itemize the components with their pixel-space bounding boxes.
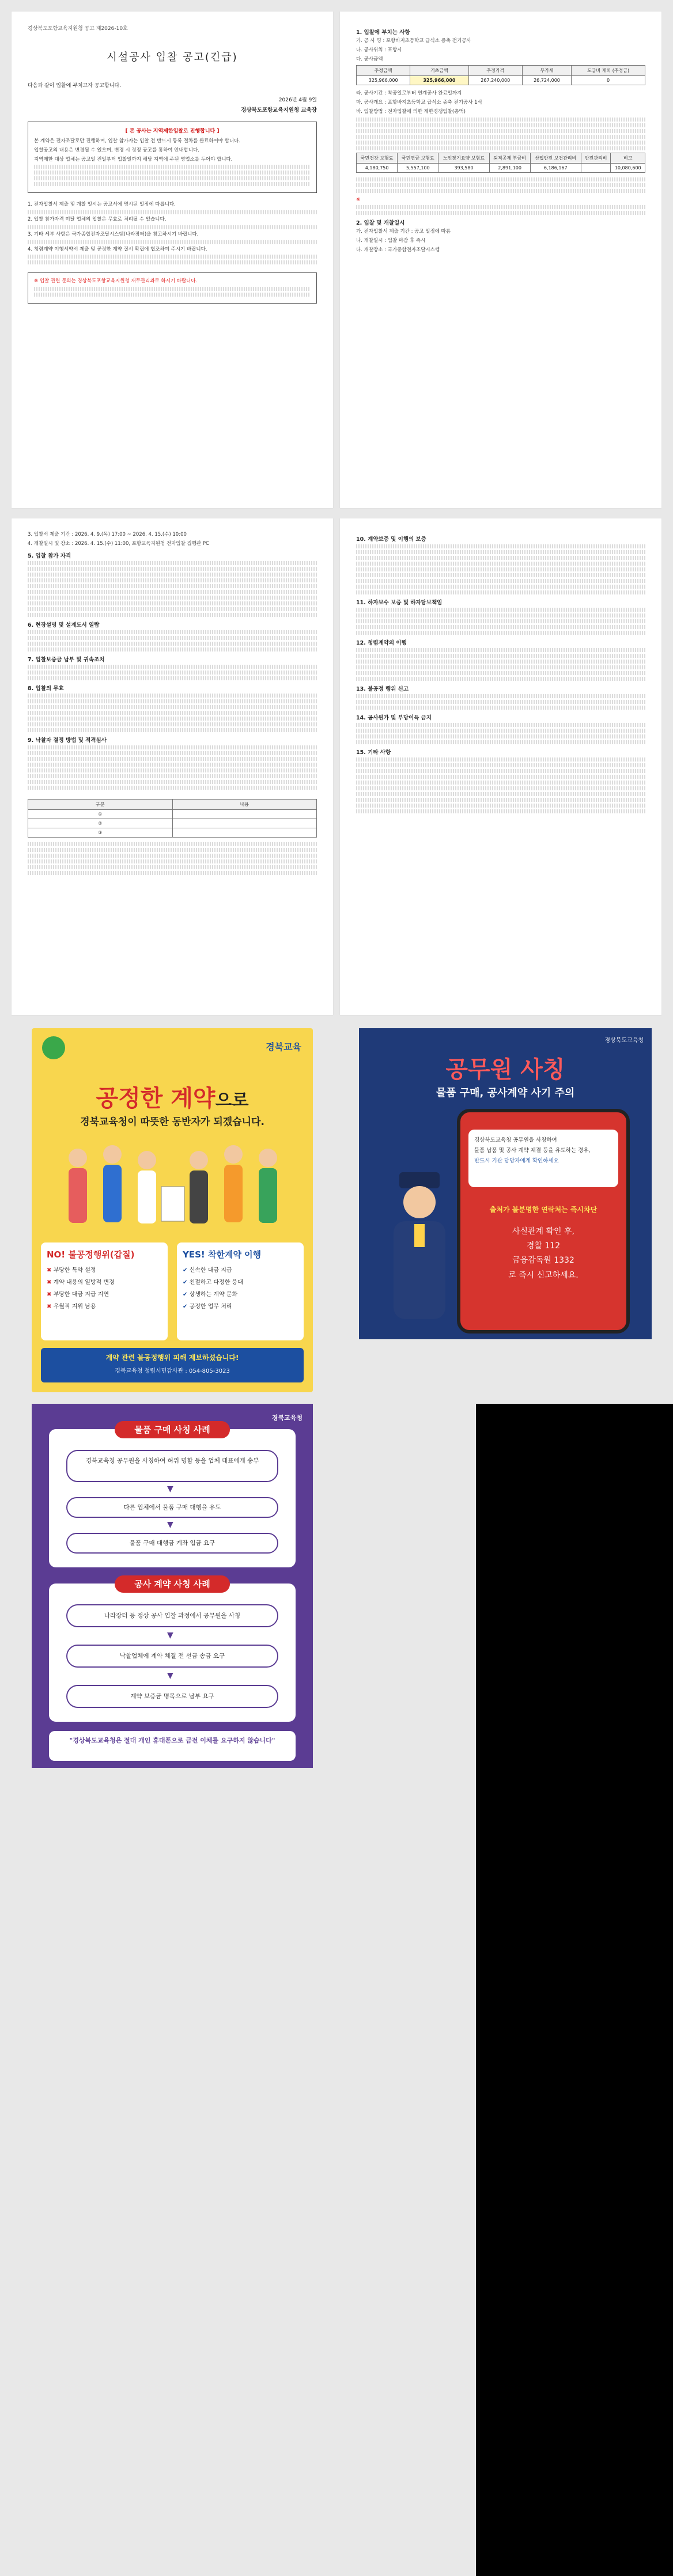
yes-panel [177, 1242, 304, 1340]
no-title: NO! 불공정행위(갑질) [47, 1249, 135, 1260]
box-line: 입찰공고의 내용은 변경될 수 있으며, 변경 시 정정 공고를 통하여 안내합니다. [34, 147, 199, 153]
cost-header: 부가세 [522, 66, 571, 76]
check-icon: ✔ [183, 1279, 190, 1286]
case-panel-2 [49, 1579, 296, 1722]
notice-number: 경상북도포항교육지원청 공고 제2026-10호 [28, 26, 128, 32]
impersonation-cases-poster [32, 1404, 313, 1768]
yes-item: 신속한 대금 지급 [189, 1267, 232, 1274]
ins-header: 노인장기요양 보험료 [438, 153, 489, 163]
contact-text: 경북교육청 청렴시민감사관 : 054-805-3023 [115, 1368, 230, 1374]
no-item: 부당한 대금 지급 지연 [53, 1291, 109, 1298]
footer-quote: "경상북도교육청은 절대 개인 휴대폰으로 금전 이체를 요구하지 않습니다" [49, 1731, 296, 1761]
case-item: 물품 구매 대행금 계좌 입금 요구 [66, 1533, 278, 1554]
body-line: 3. 기타 세부 사항은 국가종합전자조달시스템(나라장터)을 참고하시기 바랍니다. [28, 231, 199, 237]
document-page-1 [12, 12, 333, 508]
arrow-down-icon: ▼ [167, 1484, 173, 1494]
cost-cell: 325,966,000 [357, 76, 410, 85]
no-item: 우월적 지위 남용 [53, 1304, 96, 1310]
page-title: 시설공사 입찰 공고(긴급) [107, 51, 238, 63]
document-page-4 [340, 518, 661, 1015]
fair-contract-poster [32, 1028, 313, 1392]
ins-cell: 6,186,167 [530, 163, 581, 172]
clause-heading: 5. 입찰 참가 자격 [28, 552, 71, 559]
clause-heading: 6. 현장설명 및 설계도서 열람 [28, 622, 100, 628]
intro-text: 다음과 같이 입찰에 부치고자 공고합니다. [28, 83, 122, 89]
cost-header: 추정금액 [357, 66, 410, 76]
ins-header: 국민건강 보험료 [357, 153, 398, 163]
x-icon: ✖ [47, 1267, 54, 1274]
poster-logo: 경북교육 [266, 1041, 301, 1052]
item-line: 가. 공 사 명 : 포항바지초등학교 급식소 증축 전기공사 [356, 38, 471, 44]
message-line: 경상북도교육청 공무원을 사칭하여 [474, 1137, 557, 1143]
arrow-down-icon: ▼ [167, 1631, 173, 1640]
poster-title: 공정한 계약 [96, 1085, 215, 1112]
yes-title: YES! 착한계약 이행 [183, 1249, 262, 1260]
document-page-2: 1. 입찰에 부치는 사항 가. 공 사 명 : 포항바지초등학교 급식소 증축 전기공사 나. 공사위치 : 포항시 다. 공사금액 추정금액 기초금액 추정가격 부가세 도급비 제외 (추정금) 325,966,000 325,966,000 267,240,000 26,724,000 0 라. 공사기간 : 착공일로부터 연계공사 완료일까지 마. 공사개요 : 포항바지초등학교 급식소 증축 전기공사 1식 바. 입찰방법 : 전자입찰에 의한 제한경쟁입찰(총액) 국민건강 보험료 국민연금 보험료 노인장기요양 보험료 퇴직공제 부금비 산업안전 보건관리비 안전관리비 비고 4,180,750 5,557,100 393,580 2,891,100 6,186,167 10,080,600 ※ 2. 입찰 및 개찰일시 가. 전자입찰서 제출 기간 : 공고 일정에 따름 나. 개찰일시 : 입찰 마감 후 즉시 다. 개찰장소 : 국가종합전자조달시스템 [340, 12, 661, 508]
box-line: 본 계약은 전자조달로만 진행하며, 입찰 참가자는 입찰 전 반드시 등록 절차를 완료하여야 합니다. [34, 138, 241, 144]
case-item: 낙찰업체에 계약 체결 전 선금 송금 요구 [66, 1645, 278, 1668]
box-line: 지역제한 대상 업체는 공고일 전일부터 입찰일까지 해당 지역에 주된 영업소를 두어야 합니다. [34, 156, 233, 162]
case-item: 경북교육청 공무원을 사칭하여 허위 명함 등을 업체 대표에게 송부 [66, 1450, 278, 1482]
step-line: 사실관계 확인 후, [512, 1227, 575, 1236]
ins-header: 안전관리비 [581, 153, 611, 163]
clause-heading: 8. 입찰의 무효 [28, 685, 64, 692]
section-heading: 2. 입찰 및 개찰일시 [356, 220, 405, 227]
case-panel-1 [49, 1425, 296, 1567]
footer-note: ※ 입찰 관련 문의는 경상북도포항교육지원청 재무관리과로 하시기 바랍니다. [34, 278, 198, 285]
ins-header: 퇴직공제 부금비 [489, 153, 530, 163]
clause-heading: 9. 낙찰자 결정 방법 및 적격심사 [28, 737, 107, 744]
cost-table [356, 65, 645, 85]
cost-cell: 267,240,000 [468, 76, 522, 85]
police-illustration [382, 1161, 457, 1334]
logo-icon [42, 1036, 65, 1059]
yes-item: 친절하고 다정한 응대 [189, 1279, 243, 1286]
ins-cell: 4,180,750 [357, 163, 398, 172]
item-line: 나. 개찰일시 : 입찰 마감 후 즉시 [356, 238, 426, 244]
cost-cell: 26,724,000 [522, 76, 571, 85]
check-icon: ✔ [183, 1291, 190, 1298]
no-item: 부당한 특약 설정 [53, 1267, 96, 1274]
insurance-table [356, 153, 645, 173]
clause-heading: 11. 하자보수 보증 및 하자담보책임 [356, 600, 443, 606]
cost-header: 기초금액 [410, 66, 468, 76]
note-line: 바. 입찰방법 : 전자입찰에 의한 제한경쟁입찰(총액) [356, 108, 466, 115]
item-line: 나. 공사위치 : 포항시 [356, 47, 402, 53]
x-icon: ✖ [47, 1304, 54, 1310]
clause-line: 4. 개찰일시 및 장소 : 2026. 4. 15.(수) 11:00, 포항교육지원청 전자입찰 집행관 PC [28, 540, 209, 547]
poster-subtitle: 경북교육청이 따뜻한 동반자가 되겠습니다. [80, 1116, 264, 1128]
section-label: 공사 계약 사칭 사례 [115, 1575, 230, 1593]
people-illustration [55, 1135, 290, 1236]
x-icon: ✖ [47, 1279, 54, 1286]
ins-cell: 2,891,100 [489, 163, 530, 172]
poster-title-suffix: 으로 [215, 1090, 249, 1111]
body-line: 2. 입찰 참가자격 미달 업체의 입찰은 무효로 처리될 수 있습니다. [28, 217, 167, 222]
no-item: 계약 내용의 일방적 변경 [53, 1279, 115, 1286]
banner-text: 계약 관련 불공정행위 피해 제보하셨습니다! [105, 1354, 239, 1362]
message-line: 반드시 기관 담당자에게 확인하세요 [474, 1158, 559, 1164]
notice-box [28, 122, 317, 193]
badge-text: 경상북도교육청 [604, 1037, 644, 1044]
step-line: 경찰 112 [526, 1241, 561, 1251]
impersonation-poster [359, 1028, 652, 1339]
poster-subtitle: 물품 구매, 공사계약 사기 주의 [436, 1087, 575, 1099]
section-label: 물품 구매 사칭 사례 [115, 1421, 230, 1438]
arrow-down-icon: ▼ [167, 1671, 173, 1680]
step-line: 로 즉시 신고하세요. [508, 1270, 579, 1280]
ins-cell: 10,080,600 [611, 163, 645, 172]
clause-heading: 7. 입찰보증금 납부 및 귀속조치 [28, 656, 105, 663]
small-table: 구분 내용 ① ② ③ [28, 799, 317, 838]
ins-header: 국민연금 보험료 [398, 153, 438, 163]
clause-heading: 14. 공사원가 및 부당이득 금지 [356, 715, 432, 721]
note-line: 마. 공사개요 : 포항바지초등학교 급식소 증축 전기공사 1식 [356, 100, 482, 105]
item-line: 다. 개찰장소 : 국가종합전자조달시스템 [356, 247, 440, 253]
check-icon: ✔ [183, 1304, 190, 1310]
ins-header: 산업안전 보건관리비 [530, 153, 581, 163]
clause-heading: 10. 계약보증 및 이행의 보증 [356, 536, 426, 543]
cost-header: 도급비 제외 (추정금) [572, 66, 645, 76]
ins-cell: 393,580 [438, 163, 489, 172]
section-heading: 1. 입찰에 부치는 사항 [356, 29, 410, 36]
footer-box [28, 272, 317, 304]
phone-graphic [457, 1109, 630, 1334]
body-line: 4. 청렴계약 이행서약서 제출 및 공정한 계약 질서 확립에 협조하여 주시기 바랍니다. [28, 246, 207, 252]
case-item: 다른 업체에서 물품 구매 대행을 유도 [66, 1497, 278, 1518]
arrow-down-icon: ▼ [167, 1520, 173, 1529]
blank-area [476, 1404, 673, 2576]
hotline-text: 출처가 불분명한 연락처는 즉시차단 [489, 1206, 598, 1214]
notice-date: 2026년 4월 9일 [278, 97, 317, 103]
cost-cell: 325,966,000 [410, 76, 468, 85]
step-line: 금융감독원 1332 [512, 1256, 574, 1266]
box-title: [ 본 공사는 지역제한입찰로 진행합니다 ] [125, 128, 220, 134]
yes-item: 상생하는 계약 문화 [189, 1291, 238, 1298]
cost-header: 추정가격 [468, 66, 522, 76]
poster-title: 공무원 사칭 [445, 1056, 565, 1083]
signer: 경상북도포항교육지원청 교육장 [241, 107, 317, 113]
body-line: 1. 전자입찰서 제출 및 개찰 일시는 공고서에 명시된 일정에 따릅니다. [28, 202, 176, 208]
clause-line: 3. 입찰서 제출 기간 : 2026. 4. 9.(목) 17:00 ~ 2026. 4. 15.(수) 10:00 [28, 532, 187, 537]
message-card [468, 1130, 618, 1187]
poster-logo: 경북교육청 [271, 1414, 303, 1422]
clause-heading: 12. 청렴계약의 이행 [356, 640, 407, 646]
check-icon: ✔ [183, 1267, 190, 1274]
x-icon: ✖ [47, 1291, 54, 1298]
ins-cell: 5,557,100 [398, 163, 438, 172]
message-line: 물품 납품 및 공사 계약 체결 등을 유도하는 경우, [474, 1147, 591, 1154]
document-page-3 [12, 518, 333, 1015]
report-banner [41, 1348, 304, 1382]
ins-header: 비고 [611, 153, 645, 163]
item-line: 가. 전자입찰서 제출 기간 : 공고 일정에 따름 [356, 229, 451, 235]
note-line: 라. 공사기간 : 착공일로부터 연계공사 완료일까지 [356, 90, 462, 97]
clause-heading: 13. 불공정 행위 신고 [356, 686, 409, 692]
case-item: 나라장터 등 정상 공사 입찰 과정에서 공무원을 사칭 [66, 1604, 278, 1627]
no-panel [41, 1242, 168, 1340]
cost-cell: 0 [572, 76, 645, 85]
yes-item: 공정한 업무 처리 [189, 1304, 232, 1310]
case-item: 계약 보증금 명목으로 납부 요구 [66, 1685, 278, 1708]
item-line: 다. 공사금액 [356, 56, 383, 62]
clause-heading: 15. 기타 사항 [356, 749, 391, 756]
ins-cell [581, 163, 611, 172]
